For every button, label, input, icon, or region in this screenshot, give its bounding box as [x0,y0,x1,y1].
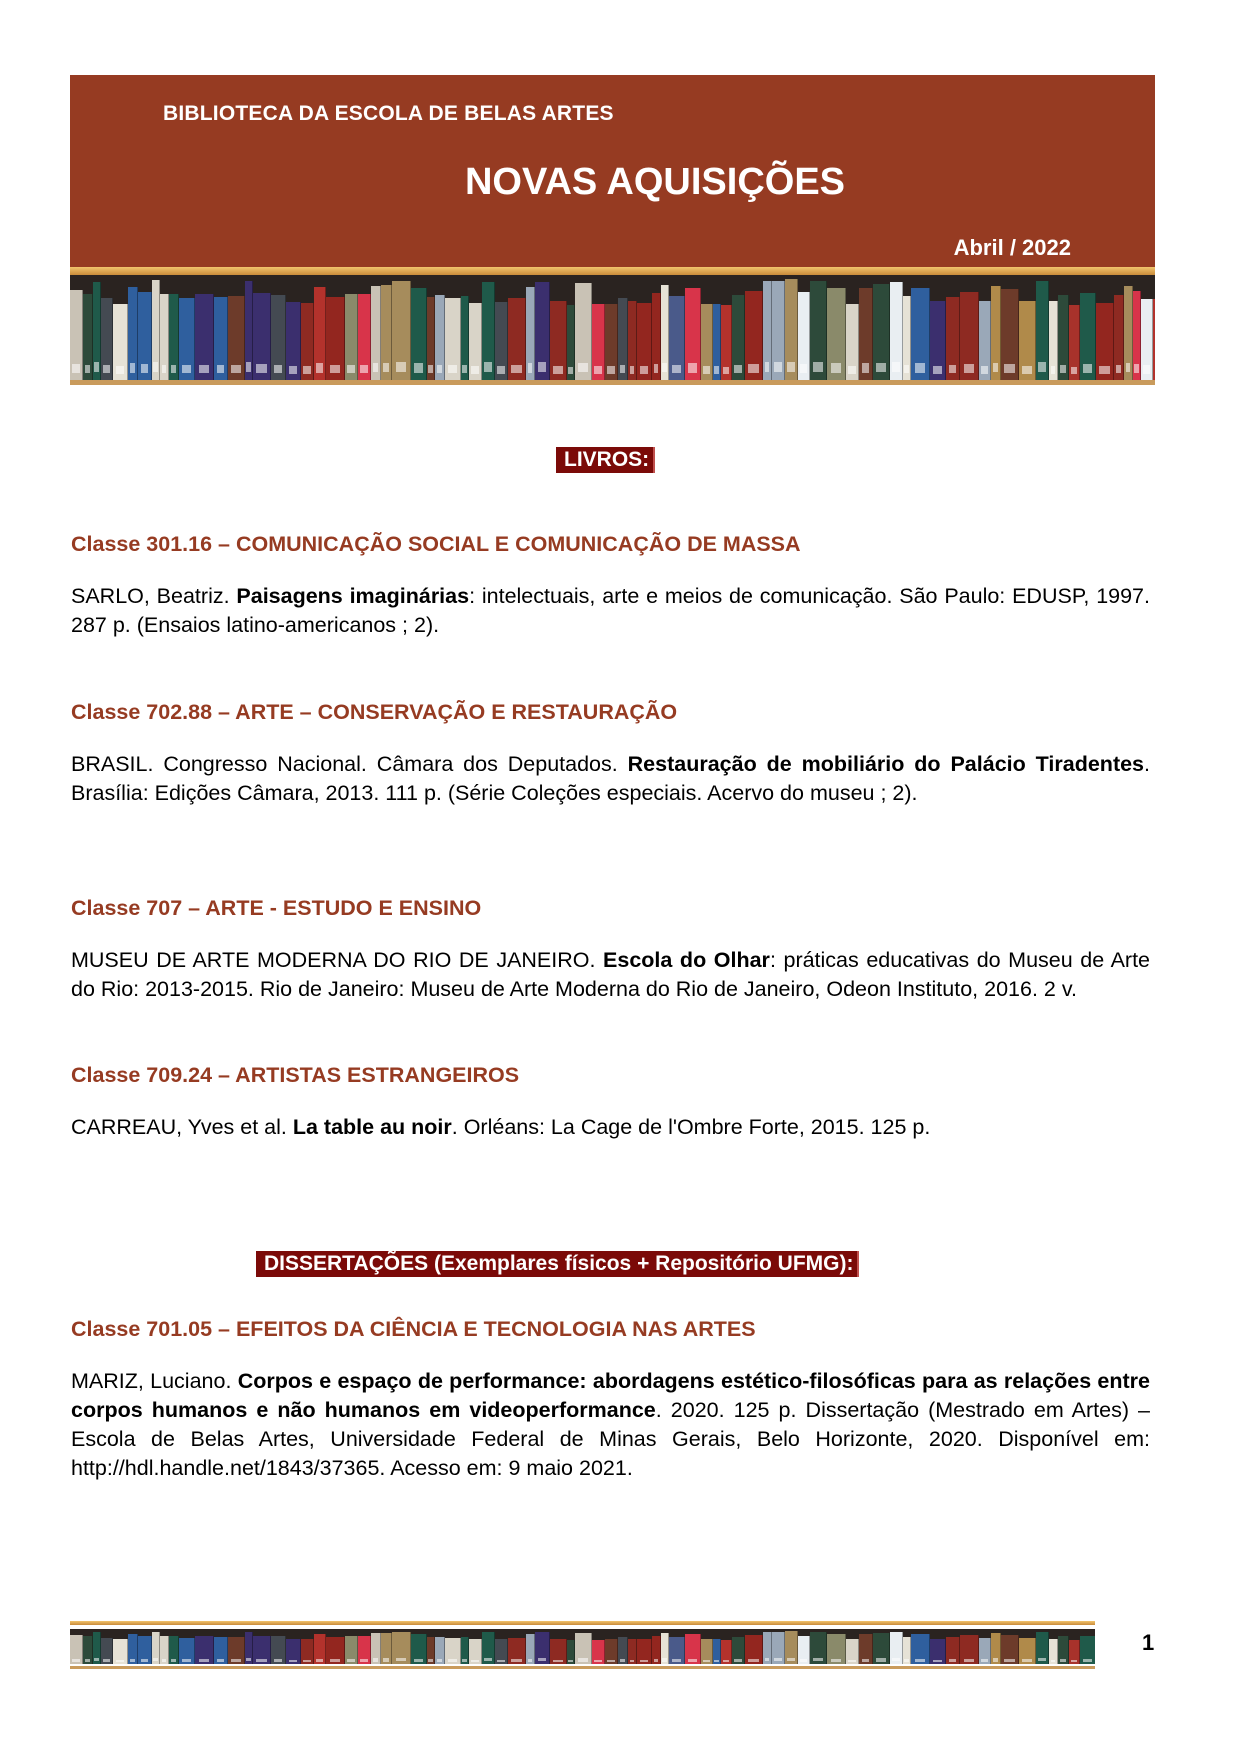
book-entry [71,946,1150,1004]
book-spine [628,1639,637,1664]
book-spine [461,296,469,380]
page-number: 1 [1142,1630,1155,1655]
book-spine [745,291,763,380]
book-spine [960,292,979,380]
book-spine [271,1636,286,1664]
book-spine [827,288,846,380]
book-spine [314,287,326,380]
book-spine [508,298,526,380]
book-spine [810,1632,827,1664]
book-spine [890,282,903,380]
book-spine [526,1634,535,1664]
book-spine [859,288,873,380]
book-spine [83,1636,93,1664]
entry-title: La table au noir [292,1115,452,1139]
book-spine [482,282,495,380]
book-spine [286,1639,301,1664]
class-heading: Classe 707 – ARTE - ESTUDO E ENSINO [71,896,482,920]
book-entry [71,582,1150,640]
book-spine [469,303,482,380]
book-spine [1153,299,1155,380]
book-spine [469,1639,482,1664]
book-spine [721,305,732,380]
book-spine [214,1637,228,1664]
book-spine [526,287,535,380]
book-spine [482,1632,495,1664]
book-spine [846,1639,859,1664]
book-spine [1036,281,1049,380]
book-spine [930,301,946,380]
book-spine [1019,1638,1036,1664]
book-spine [763,1632,772,1664]
book-spine [101,1638,113,1664]
book-spine [445,1638,461,1664]
book-spine [605,304,618,380]
book-spine [271,295,286,380]
book-spine [93,282,101,380]
entry-title: Escola do Olhar [603,948,770,972]
book-spine [911,288,930,380]
book-spine [326,1637,345,1664]
book-spine [890,1632,903,1664]
section-badge-livros: LIVROS: [556,447,655,473]
entry-title: Corpos e espaço de performance: abordagens estético-filosóficas para as relações entre corpos humanos e não humanos em videoperformance [71,1369,1150,1422]
book-spine [810,281,827,380]
book-spine [245,1632,253,1664]
book-spine [1141,299,1153,380]
book-spine [358,294,371,380]
book-spine [286,302,301,380]
book-spine [652,1636,661,1664]
book-spine [160,294,169,380]
book-spine [903,1637,911,1664]
book-spine [70,290,83,380]
book-spine [991,286,1001,380]
book-spine [371,1633,381,1664]
entry-title: Restauração de mobiliário do Palácio Tiradentes [627,752,1145,776]
book-spine [535,1632,550,1664]
book-spine [169,294,179,380]
book-spine [628,301,637,380]
header-banner [70,75,1155,267]
entry-details: . Orléans: La Cage de l'Ombre Forte, 2015. 125 p. [451,1115,931,1139]
book-spine [960,1635,979,1664]
book-spine [713,1639,721,1664]
book-spine [550,1639,567,1664]
book-spine [228,296,245,380]
book-spine [1049,1639,1058,1664]
entry-details: . 2020. 125 p. Dissertação (Mestrado em Artes) – Escola de Belas Artes, Universidade Federal de Minas Gerais, Belo Horizonte, 2020. Disponível em: http://hdl.handle.net/1843/37365. Acesso em: 9 maio 2021. [71,1398,1151,1480]
book-spine [1069,1640,1080,1664]
book-spine [713,304,721,380]
book-spine [253,1636,271,1664]
book-spine [859,1634,873,1664]
book-spine [1080,293,1096,380]
issue-date: Abril / 2022 [953,235,1071,260]
book-spine [827,1634,846,1664]
book-spine [101,298,113,380]
book-spine [83,294,93,380]
book-spine [1001,289,1019,380]
book-spine [911,1634,930,1664]
book-spine [652,293,661,380]
class-heading: Classe 701.05 – EFEITOS DA CIÊNCIA E TECNOLOGIA NAS ARTES [71,1317,756,1341]
book-spine [701,1639,713,1664]
dissertation-entry [71,1367,1150,1483]
book-spine [873,1633,890,1664]
book-spine [567,305,575,380]
book-spine [113,1639,128,1664]
book-spine [495,1639,508,1664]
book-spine [550,301,567,380]
book-spine [567,1640,575,1664]
book-spine [152,280,160,380]
book-spine [535,282,550,380]
book-spine [138,1636,152,1664]
book-spine [326,297,345,380]
book-spine [1049,301,1058,380]
book-spine [575,283,592,380]
book-spine [1058,295,1069,380]
library-name: BIBLIOTECA DA ESCOLA DE BELAS ARTES [163,102,614,125]
book-spine [179,298,195,380]
book-spine [1114,295,1124,380]
book-spine [301,303,314,380]
book-spine [930,1639,946,1664]
book-spine [345,1636,358,1664]
book-spine [358,1636,371,1664]
class-heading: Classe 709.24 – ARTISTAS ESTRANGEIROS [71,1063,520,1087]
book-spine [798,1636,810,1664]
book-spine [721,1640,732,1664]
book-entry [71,750,1150,808]
book-spine [618,1637,628,1664]
book-spine [592,304,605,380]
entry-author: MUSEU DE ARTE MODERNA DO RIO DE JANEIRO. [71,948,604,972]
book-spine [732,295,745,380]
book-spine [1069,305,1080,380]
entry-details: : práticas educativas do Museu de Arte do Rio: 2013-2015. Rio de Janeiro: Museu de Arte Moderna do Rio de Janeiro, Odeon Instituto, 2016. 2 v. [71,948,1151,1001]
book-spine [314,1634,326,1664]
entry-author: MARIZ, Luciano. [71,1369,238,1393]
book-spine [685,288,701,380]
book-spine [411,288,427,380]
footer-bookshelf-image [70,1621,1095,1669]
book-spine [435,295,445,380]
book-spine [113,304,128,380]
book-spine [195,1636,214,1664]
book-spine [946,1637,960,1664]
book-spine [763,281,772,380]
entry-details: : intelectuais, arte e meios de comunicação. São Paulo: EDUSP, 1997. 287 p. (Ensaios latino-americanos ; 2). [71,584,1150,637]
book-spine [661,1633,669,1664]
book-spine [979,1638,991,1664]
book-spine [1080,1636,1095,1664]
page-title: NOVAS AQUISIÇÕES [464,161,846,203]
book-spine [70,1635,83,1664]
class-heading: Classe 702.88 – ARTE – CONSERVAÇÃO E RESTAURAÇÃO [71,700,678,724]
book-spine [946,297,960,380]
book-spine [461,1637,469,1664]
book-spine [991,1633,1001,1664]
entry-author: CARREAU, Yves et al. [71,1115,293,1139]
bookshelf-image [70,267,1155,385]
book-spine [508,1638,526,1664]
book-spine [427,1637,435,1664]
books-row [70,279,1155,380]
book-spine [732,1637,745,1664]
book-spine [575,1633,592,1664]
book-spine [661,285,669,380]
book-spine [873,284,890,380]
entry-details: . Brasília: Edições Câmara, 2013. 111 p. (Série Coleções especiais. Acervo do museu ; 2). [71,752,1151,805]
book-spine [245,281,253,380]
book-spine [745,1635,763,1664]
books-row [70,1631,1095,1664]
book-spine [1096,303,1114,380]
book-spine [411,1634,427,1664]
book-spine [427,297,435,380]
book-spine [138,292,152,380]
book-spine [392,1632,411,1664]
entry-title: Paisagens imaginárias [236,584,470,608]
book-spine [152,1632,160,1664]
book-spine [381,1633,392,1664]
entry-author: SARLO, Beatriz. [71,584,237,608]
book-spine [637,303,652,380]
book-spine [1036,1632,1049,1664]
book-spine [701,304,713,380]
book-spine [1019,301,1036,380]
book-spine [903,296,911,380]
book-spine [1058,1636,1069,1664]
book-spine [785,1631,798,1664]
book-spine [637,1639,652,1664]
book-spine [1133,291,1141,380]
book-spine [798,292,810,380]
book-spine [371,286,381,380]
class-heading: Classe 301.16 – COMUNICAÇÃO SOCIAL E COMUNICAÇÃO DE MASSA [71,532,801,556]
book-spine [301,1639,314,1664]
book-spine [846,304,859,380]
book-spine [669,1637,685,1664]
book-spine [785,279,798,380]
book-spine [381,285,392,380]
book-spine [160,1636,169,1664]
entry-author: BRASIL. Congresso Nacional. Câmara dos Deputados. [71,752,628,776]
book-spine [1001,1635,1019,1664]
book-spine [669,296,685,380]
book-spine [592,1640,605,1664]
book-spine [618,298,628,380]
book-spine [435,1637,445,1664]
book-spine [979,301,991,380]
book-spine [392,281,411,380]
book-spine [195,294,214,380]
book-spine [495,302,508,380]
book-spine [772,281,785,380]
book-spine [1124,286,1133,380]
book-spine [214,297,228,380]
book-spine [228,1637,245,1664]
book-spine [772,1632,785,1664]
book-spine [93,1632,101,1664]
book-spine [605,1639,618,1664]
book-spine [179,1638,195,1664]
book-entry [71,1113,1150,1142]
book-spine [169,1636,179,1664]
book-spine [128,287,138,380]
book-spine [685,1634,701,1664]
book-spine [445,298,461,380]
book-spine [345,294,358,380]
book-spine [253,293,271,380]
book-spine [128,1634,138,1664]
section-badge-dissertacoes: DISSERTAÇÕES (Exemplares físicos + Repositório UFMG): [256,1251,859,1277]
